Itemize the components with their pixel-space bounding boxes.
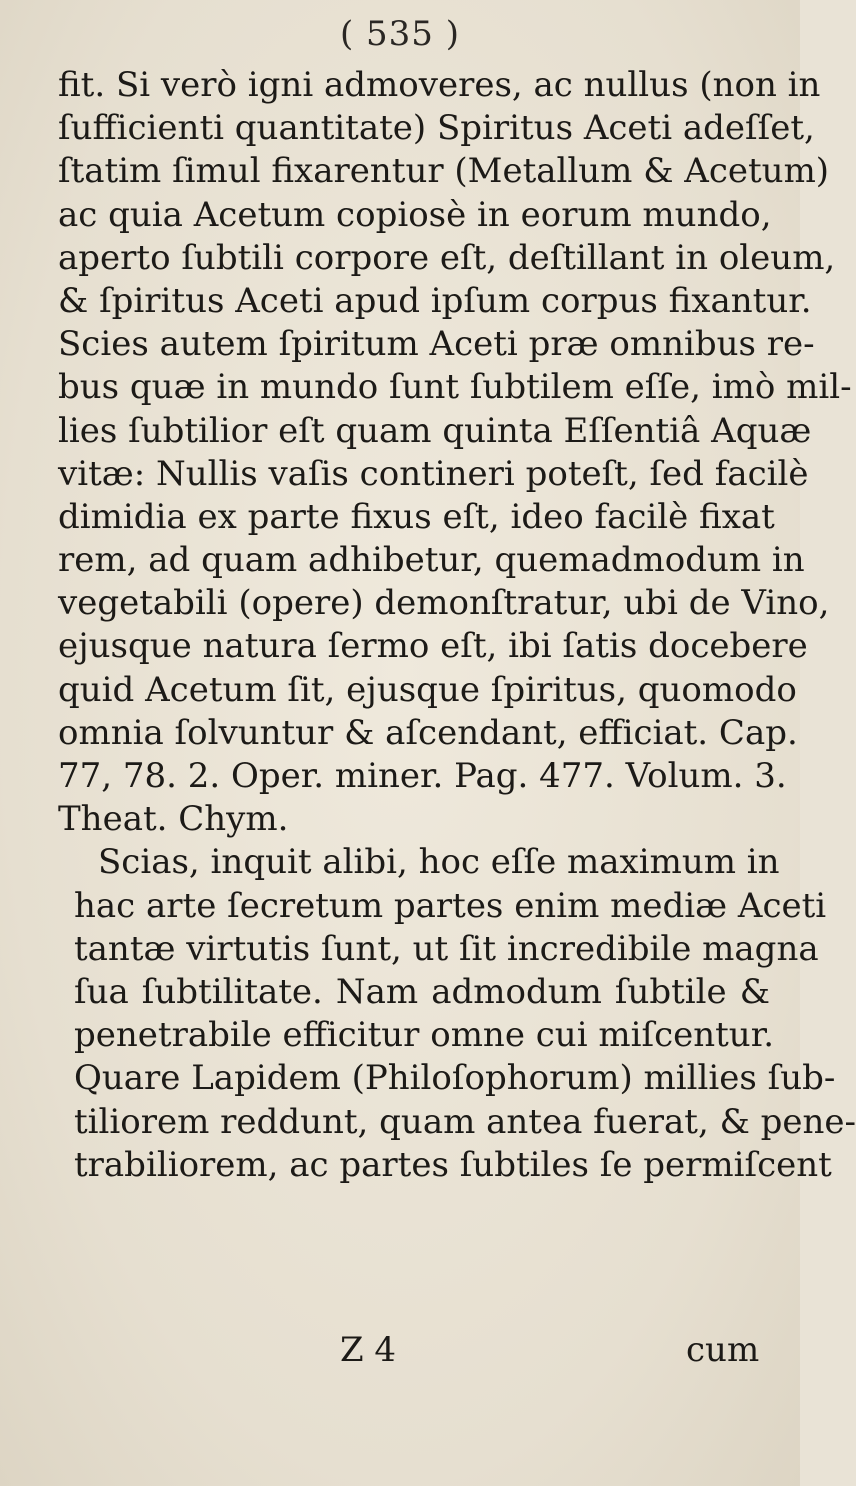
text-line: Scias, inquit alibi, hoc eſſe maximum in <box>98 842 780 883</box>
text-line: Quare Lapidem (Philoſophorum) millies ſub- <box>74 1058 836 1099</box>
text-line: ſtatim ſimul fixarentur (Metallum & Acetum) <box>58 151 830 192</box>
text-line: penetrabile efficitur omne cui miſcentur. <box>74 1015 775 1056</box>
text-line: ſua ſubtilitate. Nam admodum ſubtile & <box>74 971 770 1012</box>
page-number: ( 535 ) <box>339 14 461 54</box>
text-line: fit. Si verò igni admoveres, ac nullus (non in <box>58 65 821 105</box>
text-line: vitæ: Nullis vaſis contineri poteſt, ſed facilè <box>58 453 809 494</box>
catchword: cum <box>686 1330 760 1370</box>
text-line: hac arte ſecretum partes enim mediæ Aceti <box>74 885 827 926</box>
body-text <box>58 64 856 1187</box>
text-line: aperto ſubtili corpore eſt, deſtillant in oleum, <box>58 237 836 278</box>
text-line: lies ſubtilior eſt quam quinta Eſſentiâ Aquæ <box>58 410 812 451</box>
text-line: quid Acetum ſit, ejusque ſpiritus, quomodo <box>58 669 797 710</box>
text-line: ſufficienti quantitate) Spiritus Aceti adeſſet, <box>58 108 815 149</box>
text-line: ejusque natura ſermo eſt, ibi ſatis docebere <box>58 626 808 667</box>
text-line: vegetabili (opere) demonſtratur, ubi de Vino, <box>58 583 830 624</box>
page-footer <box>0 1330 800 1378</box>
text-line: & ſpiritus Aceti apud ipſum corpus fixantur. <box>58 280 812 321</box>
text-line: Theat. Chym. <box>58 799 289 840</box>
signature-mark: Z 4 <box>340 1330 397 1370</box>
text-line: rem, ad quam adhibetur, quemadmodum in <box>58 540 805 581</box>
text-line: omnia ſolvuntur & aſcendant, efficiat. Cap. <box>58 712 798 753</box>
text-line: tiliorem reddunt, quam antea fuerat, & pene- <box>74 1101 856 1142</box>
text-line: trabiliorem, ac partes ſubtiles ſe permiſcent <box>74 1144 832 1185</box>
text-line: bus quæ in mundo ſunt ſubtilem eſſe, imò mil- <box>58 367 852 408</box>
text-line: 77, 78. 2. Oper. miner. Pag. 477. Volum. 3. <box>58 756 787 796</box>
text-line: tantæ virtutis ſunt, ut ſit incredibile magna <box>74 928 819 969</box>
text-line: Scies autem ſpiritum Aceti præ omnibus re- <box>58 324 815 365</box>
text-line: ac quia Acetum copiosè in eorum mundo, <box>58 194 772 235</box>
text-line: dimidia ex parte fixus eſt, ideo facilè fixat <box>58 496 775 537</box>
